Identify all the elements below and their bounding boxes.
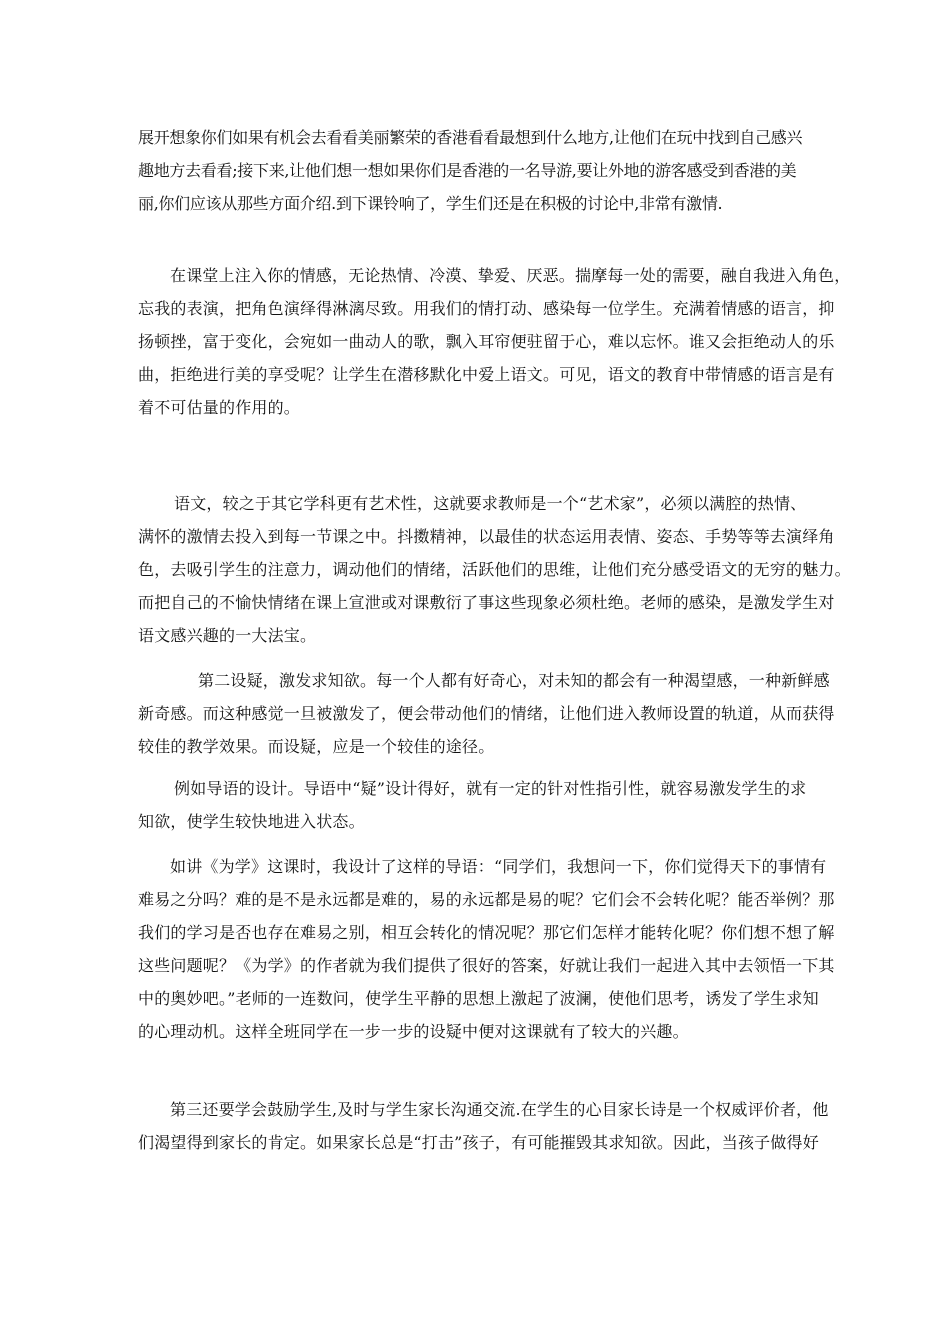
text-line: 我们的学习是否也存在难易之别，相互会转化的情况呢？那它们怎样才能转化呢？你们想不想了解 bbox=[138, 923, 835, 942]
paragraph-hong-kong-activity bbox=[138, 121, 858, 220]
text-line: 在课堂上注入你的情感，无论热情、冷漠、挚爱、厌恶。揣摩每一处的需要，融自我进入角色， bbox=[170, 266, 851, 285]
text-line: 曲，拒绝进行美的享受呢？让学生在潜移默化中爱上语文。可见，语文的教育中带情感的语言是有 bbox=[138, 365, 835, 384]
paragraph-introduction-design bbox=[138, 772, 858, 838]
text-line: 色，去吸引学生的注意力，调动他们的情绪，活跃他们的思维，让他们充分感受语文的无穷的魅力。 bbox=[138, 560, 851, 579]
text-line: 扬顿挫，富于变化，会宛如一曲动人的歌，飘入耳帘便驻留于心，难以忘怀。谁又会拒绝动人的乐 bbox=[138, 332, 835, 351]
text-line: 难易之分吗？难的是不是永远都是难的，易的永远都是易的呢？它们会不会转化呢？能否举例？那 bbox=[138, 890, 835, 909]
text-line: 第二设疑，激发求知欲。每一个人都有好奇心，对未知的都会有一种渴望感，一种新鲜感 bbox=[198, 671, 830, 690]
text-line: 例如导语的设计。导语中“疑”设计得好，就有一定的针对性指引性，就容易激发学生的求 bbox=[174, 779, 807, 798]
text-line: 语文，较之于其它学科更有艺术性，这就要求教师是一个“艺术家”，必须以满腔的热情、 bbox=[174, 494, 807, 513]
text-line: 满怀的激情去投入到每一节课之中。抖擞精神，以最佳的状态运用表情、姿态、手势等等去演绎角 bbox=[138, 527, 835, 546]
text-line: 展开想象你们如果有机会去看看美丽繁荣的香港看看最想到什么地方,让他们在玩中找到自己感兴 bbox=[138, 128, 803, 147]
text-line: 第三还要学会鼓励学生,及时与学生家长沟通交流.在学生的心目家长诗是一个权威评价者，他 bbox=[170, 1100, 829, 1119]
paragraph-teacher-as-artist bbox=[138, 487, 858, 652]
text-line: 的心理动机。这样全班同学在一步一步的设疑中便对这课就有了较大的兴趣。 bbox=[138, 1022, 689, 1041]
paragraph-emotion-in-class bbox=[138, 259, 858, 424]
text-line: 而把自己的不愉快情绪在课上宣泄或对课敷衍了事这些现象必须杜绝。老师的感染，是激发学生对 bbox=[138, 593, 835, 612]
text-line: 知欲，使学生较快地进入状态。 bbox=[138, 812, 365, 831]
text-line: 趣地方去看看;接下来,让他们想一想如果你们是香港的一名导游,要让外地的游客感受到香港的美 bbox=[138, 161, 797, 180]
text-line: 们渴望得到家长的肯定。如果家长总是“打击”孩子，有可能摧毁其求知欲。因此，当孩子做得好 bbox=[138, 1133, 819, 1152]
text-line: 着不可估量的作用的。 bbox=[138, 398, 301, 417]
paragraph-third-encourage bbox=[138, 1093, 858, 1159]
text-line: 忘我的表演，把角色演绎得淋漓尽致。用我们的情打动、感染每一位学生。充满着情感的语言，抑 bbox=[138, 299, 835, 318]
text-line: 较佳的教学效果。而设疑，应是一个较佳的途径。 bbox=[138, 737, 495, 756]
text-line: 中的奥妙吧。”老师的一连数问，使学生平静的思想上激起了波澜，使他们思考，诱发了学生求知 bbox=[138, 989, 819, 1008]
text-line: 丽,你们应该从那些方面介绍.到下课铃响了，学生们还是在积极的讨论中,非常有激情. bbox=[138, 194, 723, 213]
paragraph-second-questioning bbox=[138, 664, 858, 763]
text-line: 如讲《为学》这课时，我设计了这样的导语：“同学们，我想问一下，你们觉得天下的事情有 bbox=[170, 857, 827, 876]
text-line: 语文感兴趣的一大法宝。 bbox=[138, 626, 317, 645]
text-line: 新奇感。而这种感觉一旦被激发了，便会带动他们的情绪，让他们进入教师设置的轨道，从而获得 bbox=[138, 704, 835, 723]
text-line: 这些问题呢？《为学》的作者就为我们提供了很好的答案，好就让我们一起进入其中去领悟一下其 bbox=[138, 956, 835, 975]
paragraph-weixue-example bbox=[138, 850, 858, 1048]
